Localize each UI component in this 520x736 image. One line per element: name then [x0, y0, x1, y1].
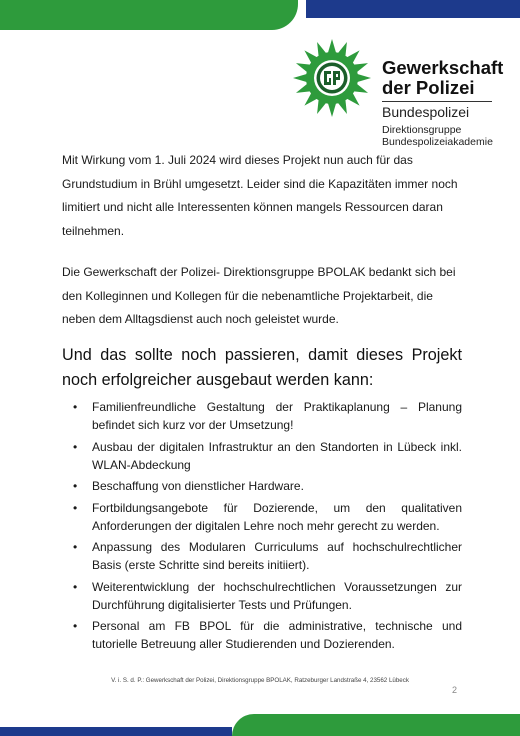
logo-text [382, 58, 502, 148]
bullet-icon: • [73, 540, 78, 554]
section-heading: Und das sollte noch passieren, damit dieses Projekt noch erfolgreicher ausgebaut werden kann: [62, 346, 462, 389]
list-item [62, 578, 462, 614]
logo-title-line2: der Polizei [382, 77, 475, 98]
list-item [62, 477, 462, 495]
paragraph-2: Die Gewerkschaft der Polizei- Direktionsgruppe BPOLAK bedankt sich bei den Kolleginnen und Kollegen für die nebenamtliche Projektarbeit, die neben dem Alltagsdienst auch noch geleistet wurde. [62, 265, 456, 326]
footer-imprint: V. i. S. d. P.: Gewerkschaft der Polizei, Direktionsgruppe BPOLAK, Ratzeburger Landstraße 4, 23562 Lübeck [111, 677, 409, 684]
list-item-text: Familienfreundliche Gestaltung der Praktikaplanung – Planung befindet sich kurz vor der Umsetzung! [92, 400, 462, 432]
list-item-text: Fortbildungsangebote für Dozierende, um den qualitativen Anforderungen der digitalen Lehre noch mehr gerecht zu werden. [92, 500, 462, 533]
list-item [62, 499, 462, 535]
list-item [62, 438, 462, 474]
logo-small-line2: Bundespolizeiakademie [382, 136, 493, 148]
paragraph-1: Mit Wirkung vom 1. Juli 2024 wird dieses Projekt nun auch für das Grundstudium in Brühl umgesetzt. Leider sind die Kapazitäten immer noch limitiert und nicht alle Interessenten können mangels Ressourcen daran teilnehmen. [62, 153, 458, 238]
logo-small-line1: Direktionsgruppe [382, 124, 462, 136]
bullet-icon: • [73, 400, 78, 414]
list-item-text: Personal am FB BPOL für die administrative, technische und tutorielle Betreuung aller Studierenden und Dozierenden. [92, 619, 462, 651]
footer-blue-bar [0, 727, 232, 736]
logo-subtitle: Bundespolizei [382, 104, 470, 120]
logo-title-line1: Gewerkschaft [382, 57, 504, 78]
footer-green-bar [232, 714, 520, 736]
bullet-icon: • [73, 619, 78, 633]
list-item [62, 538, 462, 574]
list-item [62, 617, 462, 653]
bullet-icon: • [73, 479, 78, 493]
bullet-icon: • [73, 500, 78, 515]
bullet-icon: • [73, 579, 78, 594]
measures-list [62, 398, 462, 657]
list-item-text: Beschaffung von dienstlicher Hardware. [92, 479, 304, 493]
list-item-text: Anpassung des Modularen Curriculums auf hochschulrechtlicher Basis (erste Schritte sind bereits initiiert). [92, 540, 462, 572]
list-item-text: Ausbau der digitalen Infrastruktur an den Standorten in Lübeck inkl. WLAN-Abdeckung [92, 439, 462, 472]
header-green-bar [0, 0, 298, 30]
logo-divider [382, 101, 492, 102]
police-star-badge-icon [292, 38, 372, 118]
list-item [62, 398, 462, 434]
list-item-text: Weiterentwicklung der hochschulrechtlichen Voraussetzungen zur Durchführung digitalisierter Tests und Prüfungen. [92, 579, 462, 612]
header-blue-bar [306, 0, 520, 18]
bullet-icon: • [73, 439, 78, 454]
page-number: 2 [452, 685, 458, 695]
